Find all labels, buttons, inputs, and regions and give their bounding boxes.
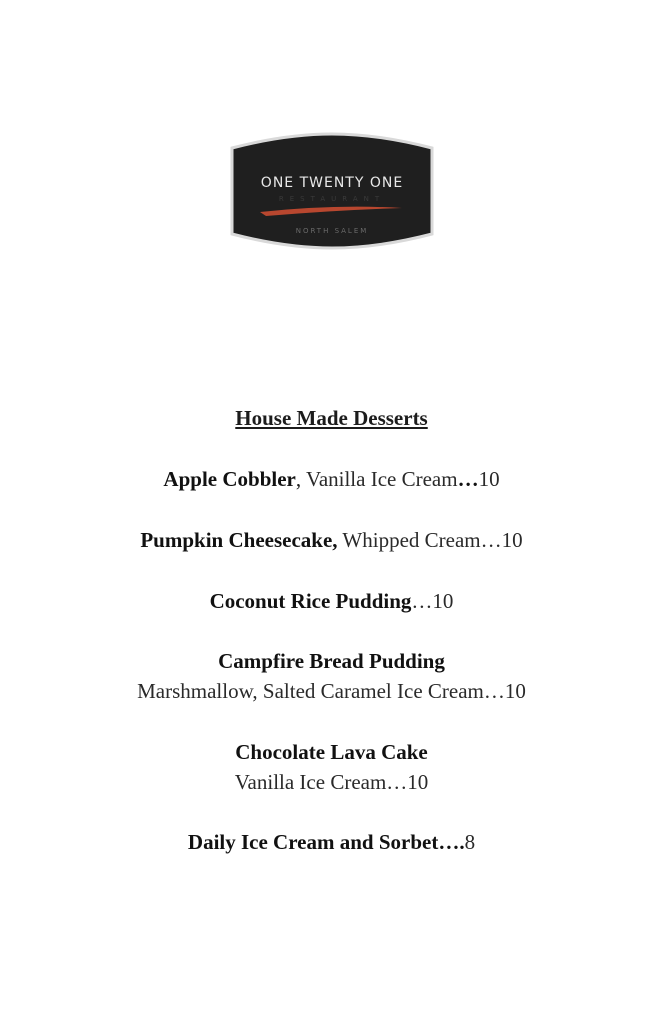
item-description: Whipped Cream bbox=[342, 528, 481, 552]
logo-subtitle: RESTAURANT bbox=[278, 195, 386, 203]
item-price: 10 bbox=[407, 770, 429, 794]
item-price: 8 bbox=[464, 830, 476, 854]
menu-item bbox=[0, 646, 663, 676]
logo-name: ONE TWENTY ONE bbox=[260, 175, 404, 191]
item-name: Chocolate Lava Cake bbox=[235, 740, 428, 764]
menu-item: Pumpkin Cheesecake, Whipped Cream…10 bbox=[140, 528, 523, 552]
item-price: 10 bbox=[504, 679, 526, 703]
item-description: Marshmallow, Salted Caramel Ice Cream bbox=[137, 679, 484, 703]
item-name: Coconut Rice Pudding bbox=[209, 589, 412, 613]
logo-location: NORTH SALEM bbox=[295, 227, 369, 235]
item-name: Daily Ice Cream and Sorbet bbox=[187, 830, 439, 854]
item-name: Campfire Bread Pudding bbox=[218, 649, 445, 673]
item-description: Vanilla Ice Cream bbox=[234, 770, 387, 794]
menu-item bbox=[0, 737, 663, 767]
menu-item: Apple Cobbler, Vanilla Ice Cream…10 bbox=[163, 467, 500, 491]
item-description: Vanilla Ice Cream bbox=[305, 467, 458, 491]
item-name: Pumpkin Cheesecake, bbox=[140, 528, 338, 552]
item-name: Apple Cobbler bbox=[163, 467, 296, 491]
menu-item: Daily Ice Cream and Sorbet….8 bbox=[187, 830, 476, 854]
menu-item-description-line: Vanilla Ice Cream…10 bbox=[234, 770, 429, 794]
menu-heading: House Made Desserts bbox=[235, 406, 428, 430]
item-price: 10 bbox=[501, 528, 523, 552]
menu-item: Coconut Rice Pudding…10 bbox=[209, 589, 454, 613]
item-price: 10 bbox=[478, 467, 500, 491]
item-price: 10 bbox=[432, 589, 454, 613]
menu-item-description-line: Marshmallow, Salted Caramel Ice Cream…10 bbox=[137, 679, 526, 703]
restaurant-logo bbox=[226, 130, 438, 252]
